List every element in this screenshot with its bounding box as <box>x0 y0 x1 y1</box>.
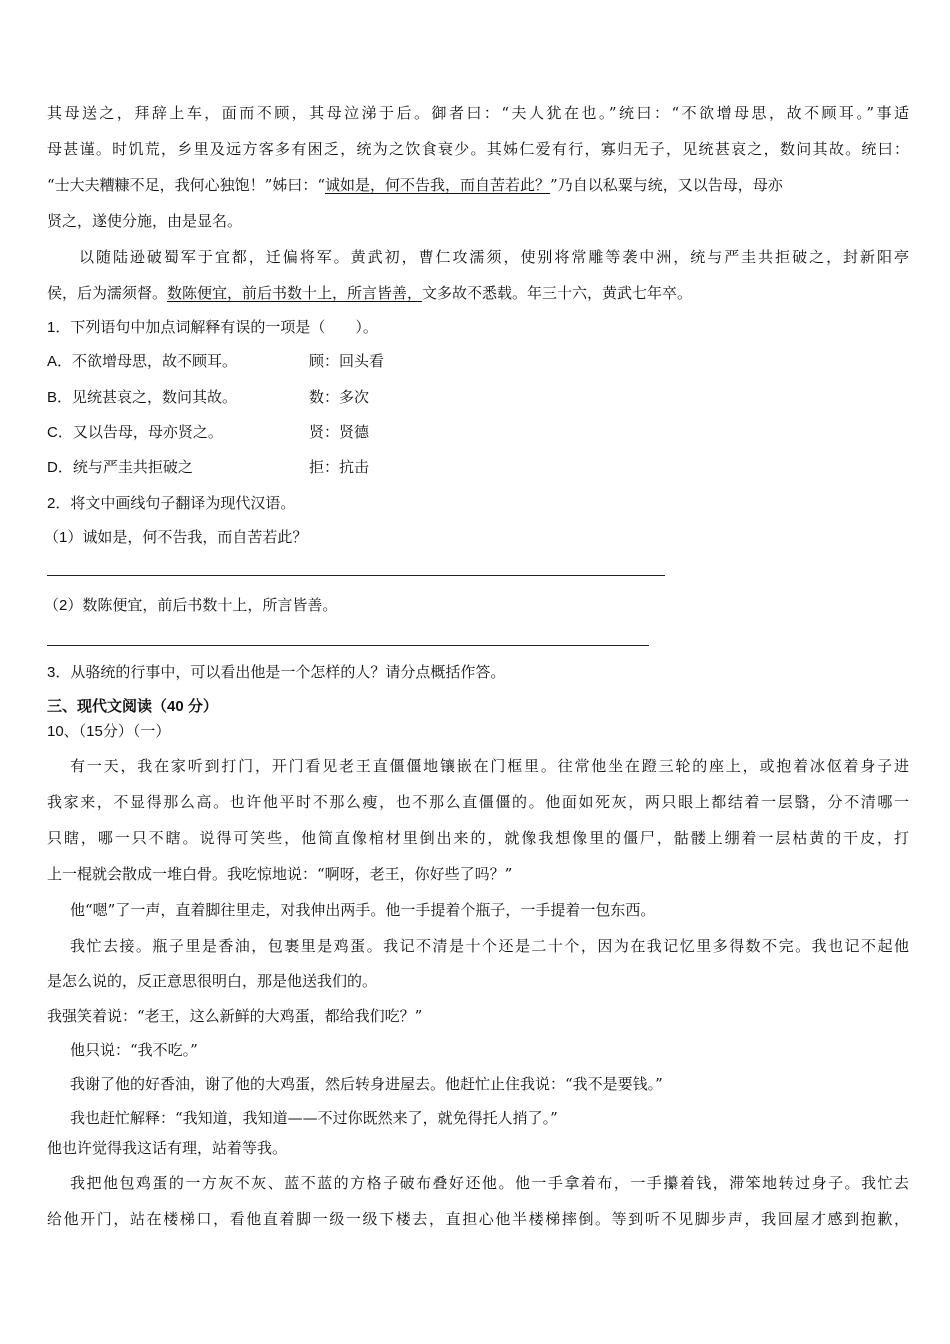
classical-p2-line-2 <box>47 282 909 304</box>
modern-line-10: 我谢了他的好香油，谢了他的大鸡蛋，然后转身进屋去。他赶忙止住我说：“我不是要钱。” <box>70 1075 663 1093</box>
section-heading: 三、现代文阅读（40 分） <box>47 698 218 715</box>
classical-text: 侯，后为濡须督。 <box>47 284 168 302</box>
question-2-2: （2）数陈便宜，前后书数十上，所言皆善。 <box>44 597 338 614</box>
modern-line-4: 上一棍就会散成一堆白骨。我吃惊地说：“啊呀，老王，你好些了吗？” <box>47 865 513 883</box>
modern-line-1: 有一天，我在家听到打门，开门看见老王直僵僵地镶嵌在门框里。往常他坐在蹬三轮的座上，或抱着冰伛着身子进 <box>70 757 909 775</box>
modern-line-11: 我也赶忙解释：“我知道，我知道——不过你既然来了，就免得托人捎了。” <box>70 1109 558 1127</box>
option-d-gloss: 拒：抗击 <box>309 459 370 476</box>
modern-line-7: 是怎么说的，反正意思很明白，那是他送我们的。 <box>47 972 378 990</box>
option-b <box>47 387 370 409</box>
modern-line-14: 给他开门，站在楼梯口，看他直着脚一级一级下楼去，直担心他半楼梯摔倒。等到听不见脚步声，我回屋才感到抱歉， <box>47 1210 909 1228</box>
question-1: 1．下列语句中加点词解释有误的一项是（ ）。 <box>47 319 378 336</box>
modern-line-9: 他只说：“我不吃。” <box>70 1041 198 1059</box>
modern-line-5: 他“嗯”了一声，直着脚往里走，对我伸出两手。他一手提着个瓶子，一手提着一包东西。 <box>70 901 656 919</box>
question-10-header: 10、（15分）（一） <box>47 723 171 740</box>
option-a <box>47 351 385 373</box>
modern-line-13: 我把他包鸡蛋的一方灰不灰、蓝不蓝的方格子破布叠好还他。他一手拿着布，一手攥着钱，滞笨地转过身子。我忙去 <box>70 1174 909 1192</box>
underlined-sentence-1: 诚如是，何不告我，而自苦若此？ <box>325 176 551 194</box>
classical-text: 文多故不悉载。年三十六，黄武七年卒。 <box>422 284 693 302</box>
modern-line-3: 只瞎，哪一只不瞎。说得可笑些，他简直像棺材里倒出来的，就像我想像里的僵尸，骷髅上绷着一层枯黄的干皮，打 <box>47 829 909 847</box>
classical-text: “士大夫糟糠不足，我何心独饱！”姊曰：“ <box>47 176 326 194</box>
answer-line-1[interactable] <box>47 575 665 576</box>
classical-p1-line-1: 其母送之，拜辞上车，面而不顾，其母泣涕于后。御者曰：“夫人犹在也。”统曰：“不欲增母思，故不顾耳。”事适 <box>47 104 909 122</box>
option-a-gloss: 顾：回头看 <box>309 353 385 370</box>
classical-p1-line-4: 贤之，遂使分施，由是显名。 <box>47 212 243 230</box>
modern-line-12: 他也许觉得我这话有理，站着等我。 <box>47 1139 288 1157</box>
option-c-gloss: 贤：贤德 <box>309 424 370 441</box>
option-b-sentence: B．见统甚哀之，数问其故。 <box>47 389 238 406</box>
classical-p2-line-1: 以随陆逊破蜀军于宜都，迁偏将军。黄武初，曹仁攻濡须，使别将常雕等袭中洲，统与严圭共拒破之，封新阳亭 <box>79 248 909 266</box>
option-c <box>47 422 370 444</box>
option-d <box>47 457 370 479</box>
option-c-sentence: C．又以告母，母亦贤之。 <box>47 424 223 441</box>
modern-line-6: 我忙去接。瓶子里是香油，包裹里是鸡蛋。我记不清是十个还是二十个，因为在我记忆里多得数不完。我也记不起他 <box>70 937 909 955</box>
question-2-1: （1）诚如是，何不告我，而自苦若此？ <box>44 529 308 546</box>
classical-p1-line-2: 母甚谨。时饥荒，乡里及远方客多有困乏，统为之饮食衰少。其姊仁爱有行，寡归无子，见统甚哀之，数问其故。统曰： <box>47 140 909 158</box>
answer-line-2[interactable] <box>47 645 649 646</box>
underlined-sentence-2: 数陈便宜，前后书数十上，所言皆善， <box>167 284 423 302</box>
classical-text: ”乃自以私粟与统，又以告母，母亦 <box>550 176 783 194</box>
question-3: 3．从骆统的行事中，可以看出他是一个怎样的人？请分点概括作答。 <box>47 664 506 681</box>
classical-p1-line-3 <box>47 174 909 196</box>
option-b-gloss: 数：多次 <box>309 389 370 406</box>
option-d-sentence: D．统与严圭共拒破之 <box>47 459 193 476</box>
modern-line-8: 我强笑着说：“老王，这么新鲜的大鸡蛋，都给我们吃？” <box>47 1007 423 1025</box>
question-2: 2．将文中画线句子翻译为现代汉语。 <box>47 495 296 512</box>
option-a-sentence: A．不欲增母思，故不顾耳。 <box>47 353 238 370</box>
modern-line-2: 我家来，不显得那么高。也许他平时不那么瘦，也不那么直僵僵的。他面如死灰，两只眼上都结着一层翳，分不清哪一 <box>47 793 909 811</box>
